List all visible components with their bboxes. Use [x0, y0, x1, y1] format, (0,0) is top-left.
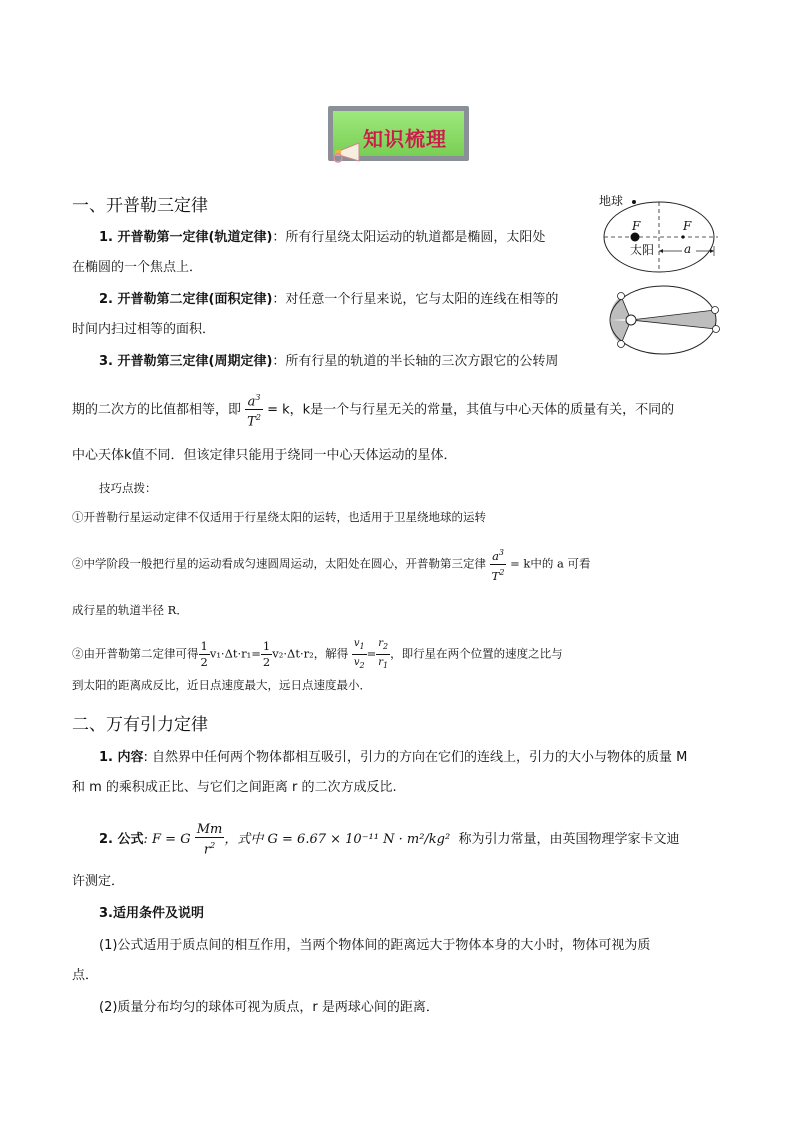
formula-line	[99, 822, 680, 857]
focus-right-label: F	[683, 219, 692, 233]
half-fraction-1: $\frac{1}{2}$	[200, 639, 208, 669]
megaphone-icon	[333, 141, 367, 163]
section2-heading: 二、万有引力定律	[72, 715, 208, 735]
tip2-text-a: ②中学阶段一般把行星的运动看成匀速圆周运动，太阳处在圆心，开普勒第三定律	[72, 556, 486, 571]
tip3-text-d: ，即行星在两个位置的速度之比与	[390, 646, 563, 661]
tip1: ①开普勒行星运动定律不仅适用于行星绕太阳的运转，也适用于卫星绕地球的运转	[72, 510, 486, 524]
law3-equation: = k，k是一个与行星无关的常量，其值与中心天体的质量有关，不同的	[267, 402, 675, 418]
r-ratio-fraction: $\frac{r_2}{r_1}$	[378, 638, 389, 670]
law1-label: 1. 开普勒第一定律(轨道定律)	[99, 230, 273, 245]
law1-text-b: 在椭圆的一个焦点上．	[72, 260, 203, 275]
tip2-fraction: $\frac{a^3}{T^2}$	[490, 545, 507, 584]
sun-label: 太阳	[630, 243, 655, 257]
tip2-text-c: 成行星的轨道半径 R．	[72, 603, 188, 617]
condition2-text: (2)质量分布均匀的球体可视为质点，r 是两球心间的距离．	[99, 1000, 439, 1015]
mm-over-r2-fraction: $\frac{Mm}{r^2}$	[196, 822, 223, 858]
law1-text-a: ：所有行星绕太阳运动的轨道都是椭圆，太阳处	[272, 230, 546, 245]
content-text-a: : 自然界中任何两个物体都相互吸引，引力的方向在它们的连线上，引力的大小与物体的质量 M	[143, 750, 688, 765]
formula-text-b: ，式中 G = 6.67 × 10⁻¹¹ N · m²/kg²	[224, 832, 451, 848]
tip3-text-b: v₁·Δt·r₁=	[209, 646, 261, 661]
law2-text-b: 时间内扫过相等的面积．	[72, 322, 216, 337]
area-law-diagram	[603, 280, 725, 360]
condition1-text-a: (1)公式适用于质点间的相互作用，当两个物体间的距离远大于物体本身的大小时，物体可视为质	[99, 938, 651, 953]
law2-text-a: ：对任意一个行星来说，它与太阳的连线在相等的	[272, 292, 559, 307]
formula-text-d: 许测定．	[72, 874, 125, 889]
semi-major-axis-label: a	[684, 242, 692, 256]
focus-left-label: F	[632, 219, 641, 233]
content-text-b: 和 m 的乘积成正比、与它们之间距离 r 的二次方成反比.	[72, 780, 397, 795]
condition1-text-b: 点．	[72, 968, 99, 983]
law3-label: 3. 开普勒第三定律(周期定律)	[99, 354, 273, 369]
formula-text-c: 称为引力常量，由英国物理学家卡文迪	[458, 832, 680, 848]
law2-label: 2. 开普勒第二定律(面积定律)	[99, 292, 273, 307]
law2-line1	[99, 290, 558, 310]
law1-line1	[99, 228, 545, 248]
formula-label: 2. 公式	[99, 832, 144, 848]
conditions-title: 3.适用条件及说明	[99, 906, 204, 921]
a3-over-t2-fraction: $\frac{a^3}{T^2}$	[245, 390, 263, 430]
formula-text-a: : F = G	[143, 832, 191, 848]
content-line1	[99, 748, 687, 768]
content-label: 1. 内容	[99, 750, 144, 765]
tip2-text-b: = k中的 a 可看	[510, 556, 591, 571]
tip3-text-c: v₂·Δt·r₂，解得	[272, 646, 349, 661]
tip3-text-a: ②由开普勒第二定律可得	[72, 646, 199, 661]
law3-text-a: ：所有行星的轨道的半长轴的三次方跟它的公转周	[272, 354, 559, 369]
law3-line1	[99, 352, 558, 372]
badge-title: 知识梳理	[363, 127, 447, 151]
v-ratio-fraction: $\frac{v_1}{v_2}$	[353, 638, 365, 670]
tip3-text-e: 到太阳的距离成反比，近日点速度最大，远日点速度最小．	[72, 678, 371, 692]
law3-text-b1: 期的二次方的比值都相等，即	[72, 402, 242, 418]
tips-title: 技巧点拨：	[99, 481, 157, 495]
tip2-line1	[72, 545, 591, 584]
earth-label: 地球	[599, 194, 624, 208]
section1-heading: 一、开普勒三定律	[72, 196, 208, 216]
section-badge	[328, 106, 469, 161]
law3-line2	[72, 390, 674, 430]
law3-text-c: 中心天体k值不同．但该定律只能用于绕同一中心天体运动的星体．	[72, 448, 457, 463]
tip3-line1: ②由开普勒第二定律可得 $\frac{1}{2}$ v₁·Δt·r₁= $\frac{1}{2}$ v₂·Δt·r₂，解得 $\frac{v_1}{v_2}$ = $\frac{r_2}{r_1}$ ，即行星在两个位置的速度之比与	[72, 636, 563, 673]
half-fraction-2: $\frac{1}{2}$	[262, 639, 271, 669]
